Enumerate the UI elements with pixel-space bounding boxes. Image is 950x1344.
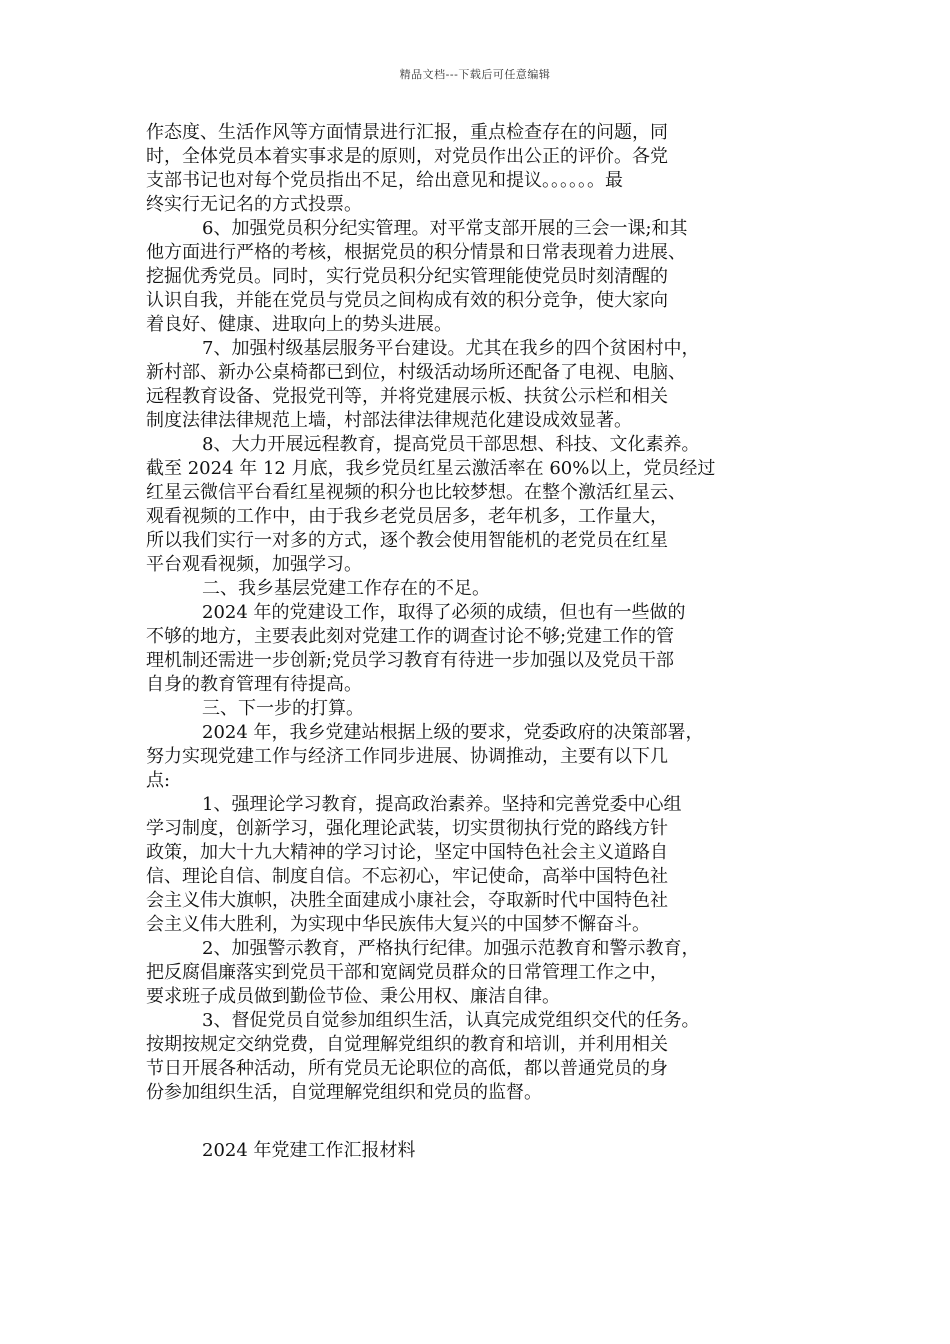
text-line: 政策，加大十九大精神的学习讨论，坚定中国特色社会主义道路自: [146, 842, 668, 863]
text-line: 截至 2024 年 12 月底，我乡党员红星云激活率在 60%以上，党员经过: [146, 458, 716, 479]
text-line: 2024 年的党建设工作，取得了必须的成绩，但也有一些做的: [202, 602, 686, 623]
text-line: 作态度、生活作风等方面情景进行汇报，重点检查存在的问题，同: [146, 122, 668, 143]
text-line: 努力实现党建工作与经济工作同步进展、协调推动，主要有以下几: [146, 746, 668, 767]
text-line: 他方面进行严格的考核，根据党员的积分情景和日常表现着力进展、: [146, 242, 686, 263]
text-line: 制度法律法律规范上墙，村部法律法律规范化建设成效显著。: [146, 410, 632, 431]
text-line: 点:: [146, 770, 171, 791]
text-line: 会主义伟大旗帜，决胜全面建成小康社会，夺取新时代中国特色社: [146, 890, 668, 911]
text-line: 自身的教育管理有待提高。: [146, 674, 362, 695]
text-line: 2、加强警示教育，严格执行纪律。加强示范教育和警示教育，: [202, 938, 700, 959]
text-line: 要求班子成员做到勤俭节俭、秉公用权、廉洁自律。: [146, 986, 560, 1007]
blank-gap: [146, 1105, 818, 1139]
text-line: 不够的地方，主要表此刻对党建工作的调查讨论不够;党建工作的管: [146, 626, 675, 647]
text-line: 红星云微信平台看红星视频的积分也比较梦想。在整个激活红星云、: [146, 482, 686, 503]
text-line: 把反腐倡廉落实到党员干部和宽阔党员群众的日常管理工作之中，: [146, 962, 668, 983]
text-line: 观看视频的工作中，由于我乡老党员居多，老年机多，工作量大，: [146, 506, 668, 527]
text-line: 份参加组织生活，自觉理解党组织和党员的监督。: [146, 1082, 542, 1103]
text-line: 信、理论自信、制度自信。不忘初心，牢记使命，高举中国特色社: [146, 866, 668, 887]
text-line: 认识自我，并能在党员与党员之间构成有效的积分竞争，使大家向: [146, 290, 668, 311]
text-line: 3、督促党员自觉参加组织生活，认真完成党组织交代的任务。: [202, 1010, 700, 1031]
text-line: 6、加强党员积分纪实管理。对平常支部开展的三会一课;和其: [202, 218, 688, 239]
text-line: 学习制度，创新学习，强化理论武装，切实贯彻执行党的路线方针: [146, 818, 668, 839]
text-line: 1、强理论学习教育，提高政治素养。坚持和完善党委中心组: [202, 794, 682, 815]
text-line: 7、加强村级基层服务平台建设。尤其在我乡的四个贫困村中，: [202, 338, 700, 359]
text-line: 二、我乡基层党建工作存在的不足。: [202, 578, 490, 599]
text-line: 8、大力开展远程教育，提高党员干部思想、科技、文化素养。: [202, 434, 700, 455]
text-line: 时，全体党员本着实事求是的原则，对党员作出公正的评价。各党: [146, 146, 668, 167]
text-line: 节日开展各种活动，所有党员无论职位的高低，都以普通党员的身: [146, 1058, 668, 1079]
document-body: [146, 121, 818, 1163]
text-line: 终实行无记名的方式投票。: [146, 194, 362, 215]
text-line: 新村部、新办公桌椅都已到位，村级活动场所还配备了电视、电脑、: [146, 362, 686, 383]
text-line: 支部书记也对每个党员指出不足，给出意见和提议。。。。。。最: [146, 170, 623, 191]
paragraph-lines: [146, 121, 818, 1105]
text-line: 三、下一步的打算。: [202, 698, 364, 719]
text-line: 挖掘优秀党员。同时，实行党员积分纪实管理能使党员时刻清醒的: [146, 266, 668, 287]
text-line: 远程教育设备、党报党刊等，并将党建展示板、扶贫公示栏和相关: [146, 386, 668, 407]
page-header: 精品文档---下载后可任意编辑: [399, 68, 551, 81]
text-line: 理机制还需进一步创新;党员学习教育有待进一步加强以及党员干部: [146, 650, 675, 671]
text-line: 着良好、健康、进取向上的势头进展。: [146, 314, 452, 335]
text-line: 2024 年，我乡党建站根据上级的要求，党委政府的决策部署，: [202, 722, 704, 743]
closing-title: 2024 年党建工作汇报材料: [202, 1140, 416, 1161]
text-line: 平台观看视频，加强学习。: [146, 554, 362, 575]
text-line: 所以我们实行一对多的方式，逐个教会使用智能机的老党员在红星: [146, 530, 668, 551]
text-line: 会主义伟大胜利，为实现中华民族伟大复兴的中国梦不懈奋斗。: [146, 914, 650, 935]
text-line: 按期按规定交纳党费，自觉理解党组织的教育和培训，并利用相关: [146, 1034, 668, 1055]
